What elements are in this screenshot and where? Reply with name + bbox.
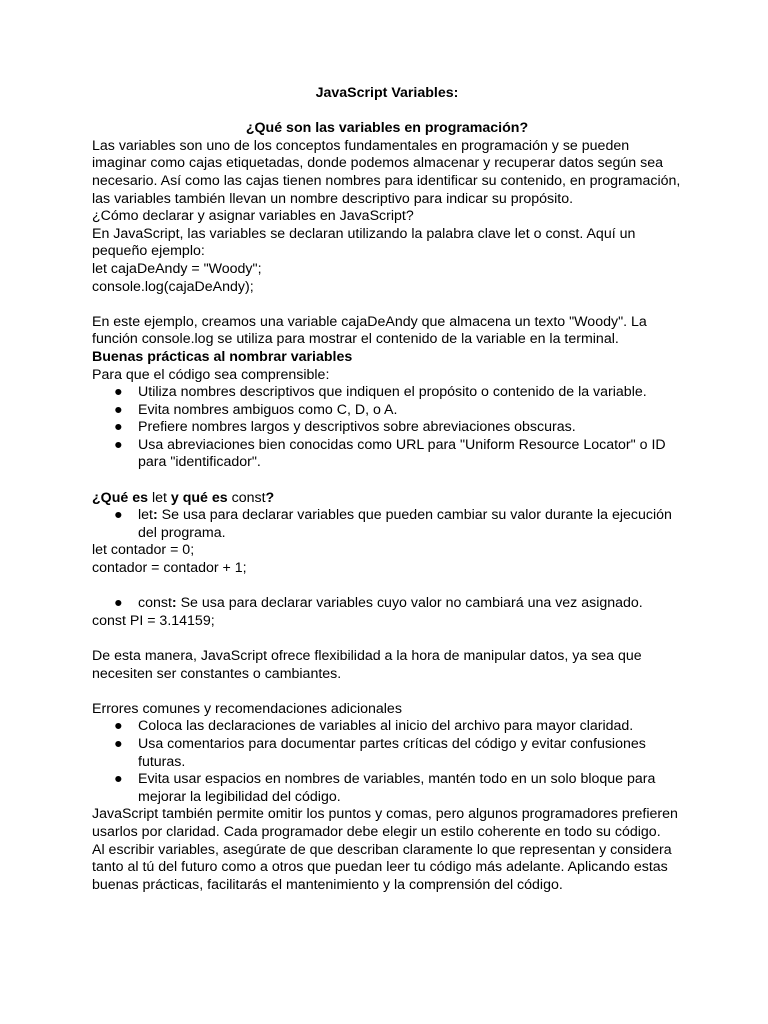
spacer — [92, 472, 682, 490]
list-item-text: Usa comentarios para documentar partes críticas del código y evitar confusiones futuras. — [138, 735, 646, 770]
code-line-contador-increment: contador = contador + 1; — [92, 560, 247, 577]
heading-part: y qué es — [170, 489, 228, 506]
heading-part: ¿Qué es — [92, 489, 148, 506]
list-item — [92, 771, 682, 806]
list-item-text: Se usa para declarar variables que pueden cambiar su valor durante la ejecución del programa. — [138, 507, 672, 541]
intro-paragraph: Las variables son uno de los conceptos fundamentales en programación y se pueden imaginar como cajas etiquetadas, donde podemos almacenar y recuperar datos según sea necesario. Así como las cajas tienen nombres para identificar su contenido, en programación, las variables también llevan un nombre descriptivo para indicar su propósito. — [92, 137, 681, 207]
code-line-let-contador: let contador = 0; — [92, 542, 195, 559]
flexibility-paragraph: De esta manera, JavaScript ofrece flexibilidad a la hora de manipular datos, ya sea que necesiten ser constantes o cambiantes. — [92, 648, 642, 682]
keyword-colon: : — [171, 595, 177, 612]
list-item — [92, 736, 682, 771]
declare-question: ¿Cómo declarar y asignar variables en JavaScript? — [92, 208, 414, 225]
list-item — [92, 437, 682, 472]
let-list — [92, 507, 682, 542]
spacer — [92, 630, 682, 648]
list-item-text: Coloca las declaraciones de variables al inicio del archivo para mayor claridad. — [138, 718, 634, 735]
list-item — [92, 384, 682, 402]
list-item — [92, 718, 682, 736]
list-item-text: Evita nombres ambiguos como C, D, o A. — [138, 401, 398, 418]
bullet-icon: ● — [114, 595, 123, 612]
list-item-text: Usa abreviaciones bien conocidas como URL para "Uniform Resource Locator" o ID para "identificador". — [138, 436, 666, 471]
spacer — [92, 578, 682, 596]
section-heading-let-const — [92, 490, 682, 508]
naming-intro: Para que el código sea comprensible: — [92, 366, 330, 383]
keyword-let: let — [138, 507, 153, 524]
list-item-text: Utiliza nombres descriptivos que indiquen el propósito o contenido de la variable. — [138, 384, 647, 401]
naming-list — [92, 384, 682, 472]
heading-keyword-let: let — [151, 489, 167, 506]
heading-keyword-const: const — [231, 489, 266, 506]
closing-paragraph: Al escribir variables, asegúrate de que describan claramente lo que representan y considera tanto al tú del futuro como a otros que puedan leer tu código más adelante. Aplicando estas buenas prácticas, facilitarás el mantenimiento y la comprensión del código. — [92, 841, 672, 893]
list-item-text: Se usa para declarar variables cuyo valor no cambiará una vez asignado. — [176, 595, 643, 612]
const-list — [92, 595, 682, 613]
declare-paragraph: En JavaScript, las variables se declaran utilizando la palabra clave let o const. Aquí un pequeño ejemplo: — [92, 225, 636, 260]
list-item-text: Prefiere nombres largos y descriptivos sobre abreviaciones obscuras. — [138, 419, 576, 436]
semicolon-paragraph: JavaScript también permite omitir los puntos y comas, pero algunos programadores prefieren usarlos por claridad. Cada programador debe elegir un estilo coherente en todo su código. — [92, 806, 678, 840]
list-item-text: Evita usar espacios en nombres de variables, mantén todo en un solo bloque para mejorar la legibilidad del código. — [138, 771, 656, 805]
heading-part: ? — [265, 489, 275, 506]
bullet-icon: ● — [114, 718, 123, 735]
list-item — [92, 402, 682, 420]
code-line-let-caja: let cajaDeAndy = "Woody"; — [92, 260, 262, 277]
example-paragraph: En este ejemplo, creamos una variable cajaDeAndy que almacena un texto "Woody". La función console.log se utiliza para mostrar el contenido de la variable en la terminal. — [92, 313, 647, 348]
document-title: JavaScript Variables: — [315, 85, 459, 101]
spacer — [92, 296, 682, 314]
bullet-icon: ● — [114, 771, 123, 788]
document-page — [92, 85, 682, 894]
bullet-icon: ● — [114, 384, 123, 401]
spacer — [92, 103, 682, 121]
spacer — [92, 683, 682, 701]
section-heading-errors: Errores comunes y recomendaciones adicionales — [92, 700, 402, 717]
bullet-icon: ● — [114, 401, 123, 418]
keyword-const: const — [138, 595, 172, 612]
bullet-icon: ● — [114, 436, 123, 453]
list-item — [92, 595, 682, 613]
list-item — [92, 419, 682, 437]
section-heading-what-are-variables: ¿Qué son las variables en programación? — [245, 120, 529, 137]
section-heading-naming: Buenas prácticas al nombrar variables — [92, 348, 353, 365]
list-item — [92, 507, 682, 542]
bullet-icon: ● — [114, 507, 123, 524]
keyword-colon: : — [152, 507, 158, 524]
code-line-console-log: console.log(cajaDeAndy); — [92, 278, 254, 295]
errors-list — [92, 718, 682, 806]
bullet-icon: ● — [114, 735, 123, 752]
code-line-const-pi: const PI = 3.14159; — [92, 612, 215, 629]
bullet-icon: ● — [114, 419, 123, 436]
